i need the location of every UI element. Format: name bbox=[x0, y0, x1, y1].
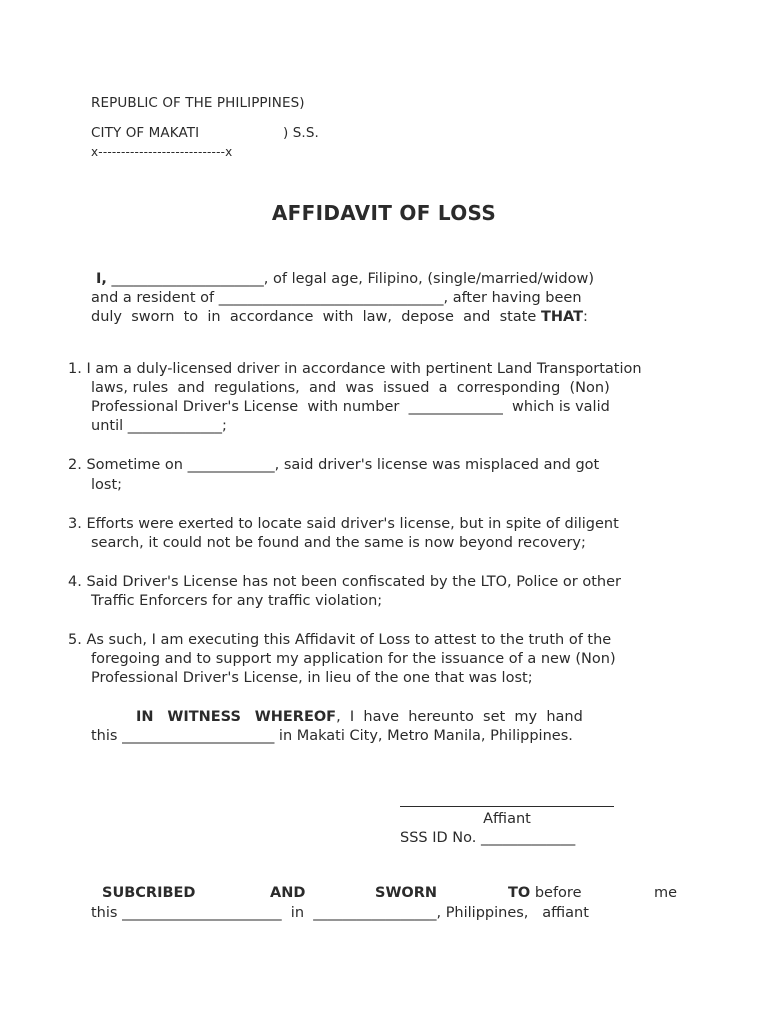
item-1-line-2: laws, rules and regulations, and was issued a corresponding (Non) bbox=[91, 380, 610, 396]
witness-whereof: WHEREOF bbox=[254, 709, 337, 725]
jurat-word-to: TO bbox=[508, 885, 531, 901]
jurat-word-before: before bbox=[534, 885, 582, 901]
item-1-line-4: until _____________; bbox=[91, 418, 227, 434]
caption-rule: x----------------------------x bbox=[91, 145, 233, 159]
witness-in: IN bbox=[136, 709, 154, 725]
item-5-line-2: foregoing and to support my application for the issuance of a new (Non) bbox=[91, 651, 616, 667]
caption-city: CITY OF MAKATI bbox=[91, 125, 200, 141]
intro-line-1-text: _____________________, of legal age, Filipino, (single/married/widow) bbox=[111, 271, 595, 287]
jurat-line-2: this ______________________ in _________________, Philippines, affiant bbox=[91, 905, 589, 921]
jurat-word-subcribed: SUBCRIBED bbox=[102, 885, 196, 901]
item-5-line-3: Professional Driver's License, in lieu of the one that was lost; bbox=[91, 670, 533, 686]
jurat-sworn bbox=[375, 885, 437, 901]
witness-line-2: this _____________________ in Makati City, Metro Manila, Philippines. bbox=[91, 728, 573, 744]
sss-id-line: SSS ID No. _____________ bbox=[400, 830, 576, 846]
affiant-label: Affiant bbox=[483, 811, 531, 827]
witness-line-1 bbox=[136, 709, 583, 725]
intro-that: THAT bbox=[540, 309, 583, 325]
jurat-word-and: AND bbox=[270, 885, 306, 901]
caption-republic: REPUBLIC OF THE PHILIPPINES) bbox=[91, 95, 305, 111]
item-2-line-2: lost; bbox=[91, 477, 123, 493]
jurat-subcribed bbox=[102, 885, 195, 901]
caption-ss: ) S.S. bbox=[283, 125, 319, 141]
item-1-line-3: Professional Driver's License with number _____________ which is valid bbox=[91, 399, 610, 415]
intro-line-3 bbox=[91, 309, 588, 325]
jurat-me: me bbox=[654, 885, 678, 901]
item-1-line-1: 1. I am a duly-licensed driver in accordance with pertinent Land Transportation bbox=[68, 361, 642, 377]
item-2-line-1: 2. Sometime on ____________, said driver's license was misplaced and got bbox=[68, 457, 600, 473]
intro-line-1 bbox=[96, 271, 594, 287]
document-title: AFFIDAVIT OF LOSS bbox=[271, 201, 497, 225]
witness-rest: , I have hereunto set my hand bbox=[336, 709, 583, 725]
item-5-line-1: 5. As such, I am executing this Affidavit of Loss to attest to the truth of the bbox=[68, 632, 612, 648]
item-4-line-2: Traffic Enforcers for any traffic violation; bbox=[91, 593, 383, 609]
intro-line-2: and a resident of _______________________________, after having been bbox=[91, 290, 582, 306]
item-4-line-1: 4. Said Driver's License has not been confiscated by the LTO, Police or other bbox=[68, 574, 621, 590]
jurat-and bbox=[270, 885, 305, 901]
item-3-line-1: 3. Efforts were exerted to locate said driver's license, but in spite of diligent bbox=[68, 516, 619, 532]
witness-witness: WITNESS bbox=[167, 709, 241, 725]
jurat-word-sworn: SWORN bbox=[375, 885, 438, 901]
jurat-to-before bbox=[508, 885, 582, 901]
affiant-signature-line bbox=[400, 806, 614, 807]
intro-i: I, bbox=[96, 271, 107, 287]
intro-line-3-text: duly sworn to in accordance with law, depose and state bbox=[91, 309, 537, 325]
item-3-line-2: search, it could not be found and the same is now beyond recovery; bbox=[91, 535, 586, 551]
intro-colon: : bbox=[582, 309, 588, 325]
